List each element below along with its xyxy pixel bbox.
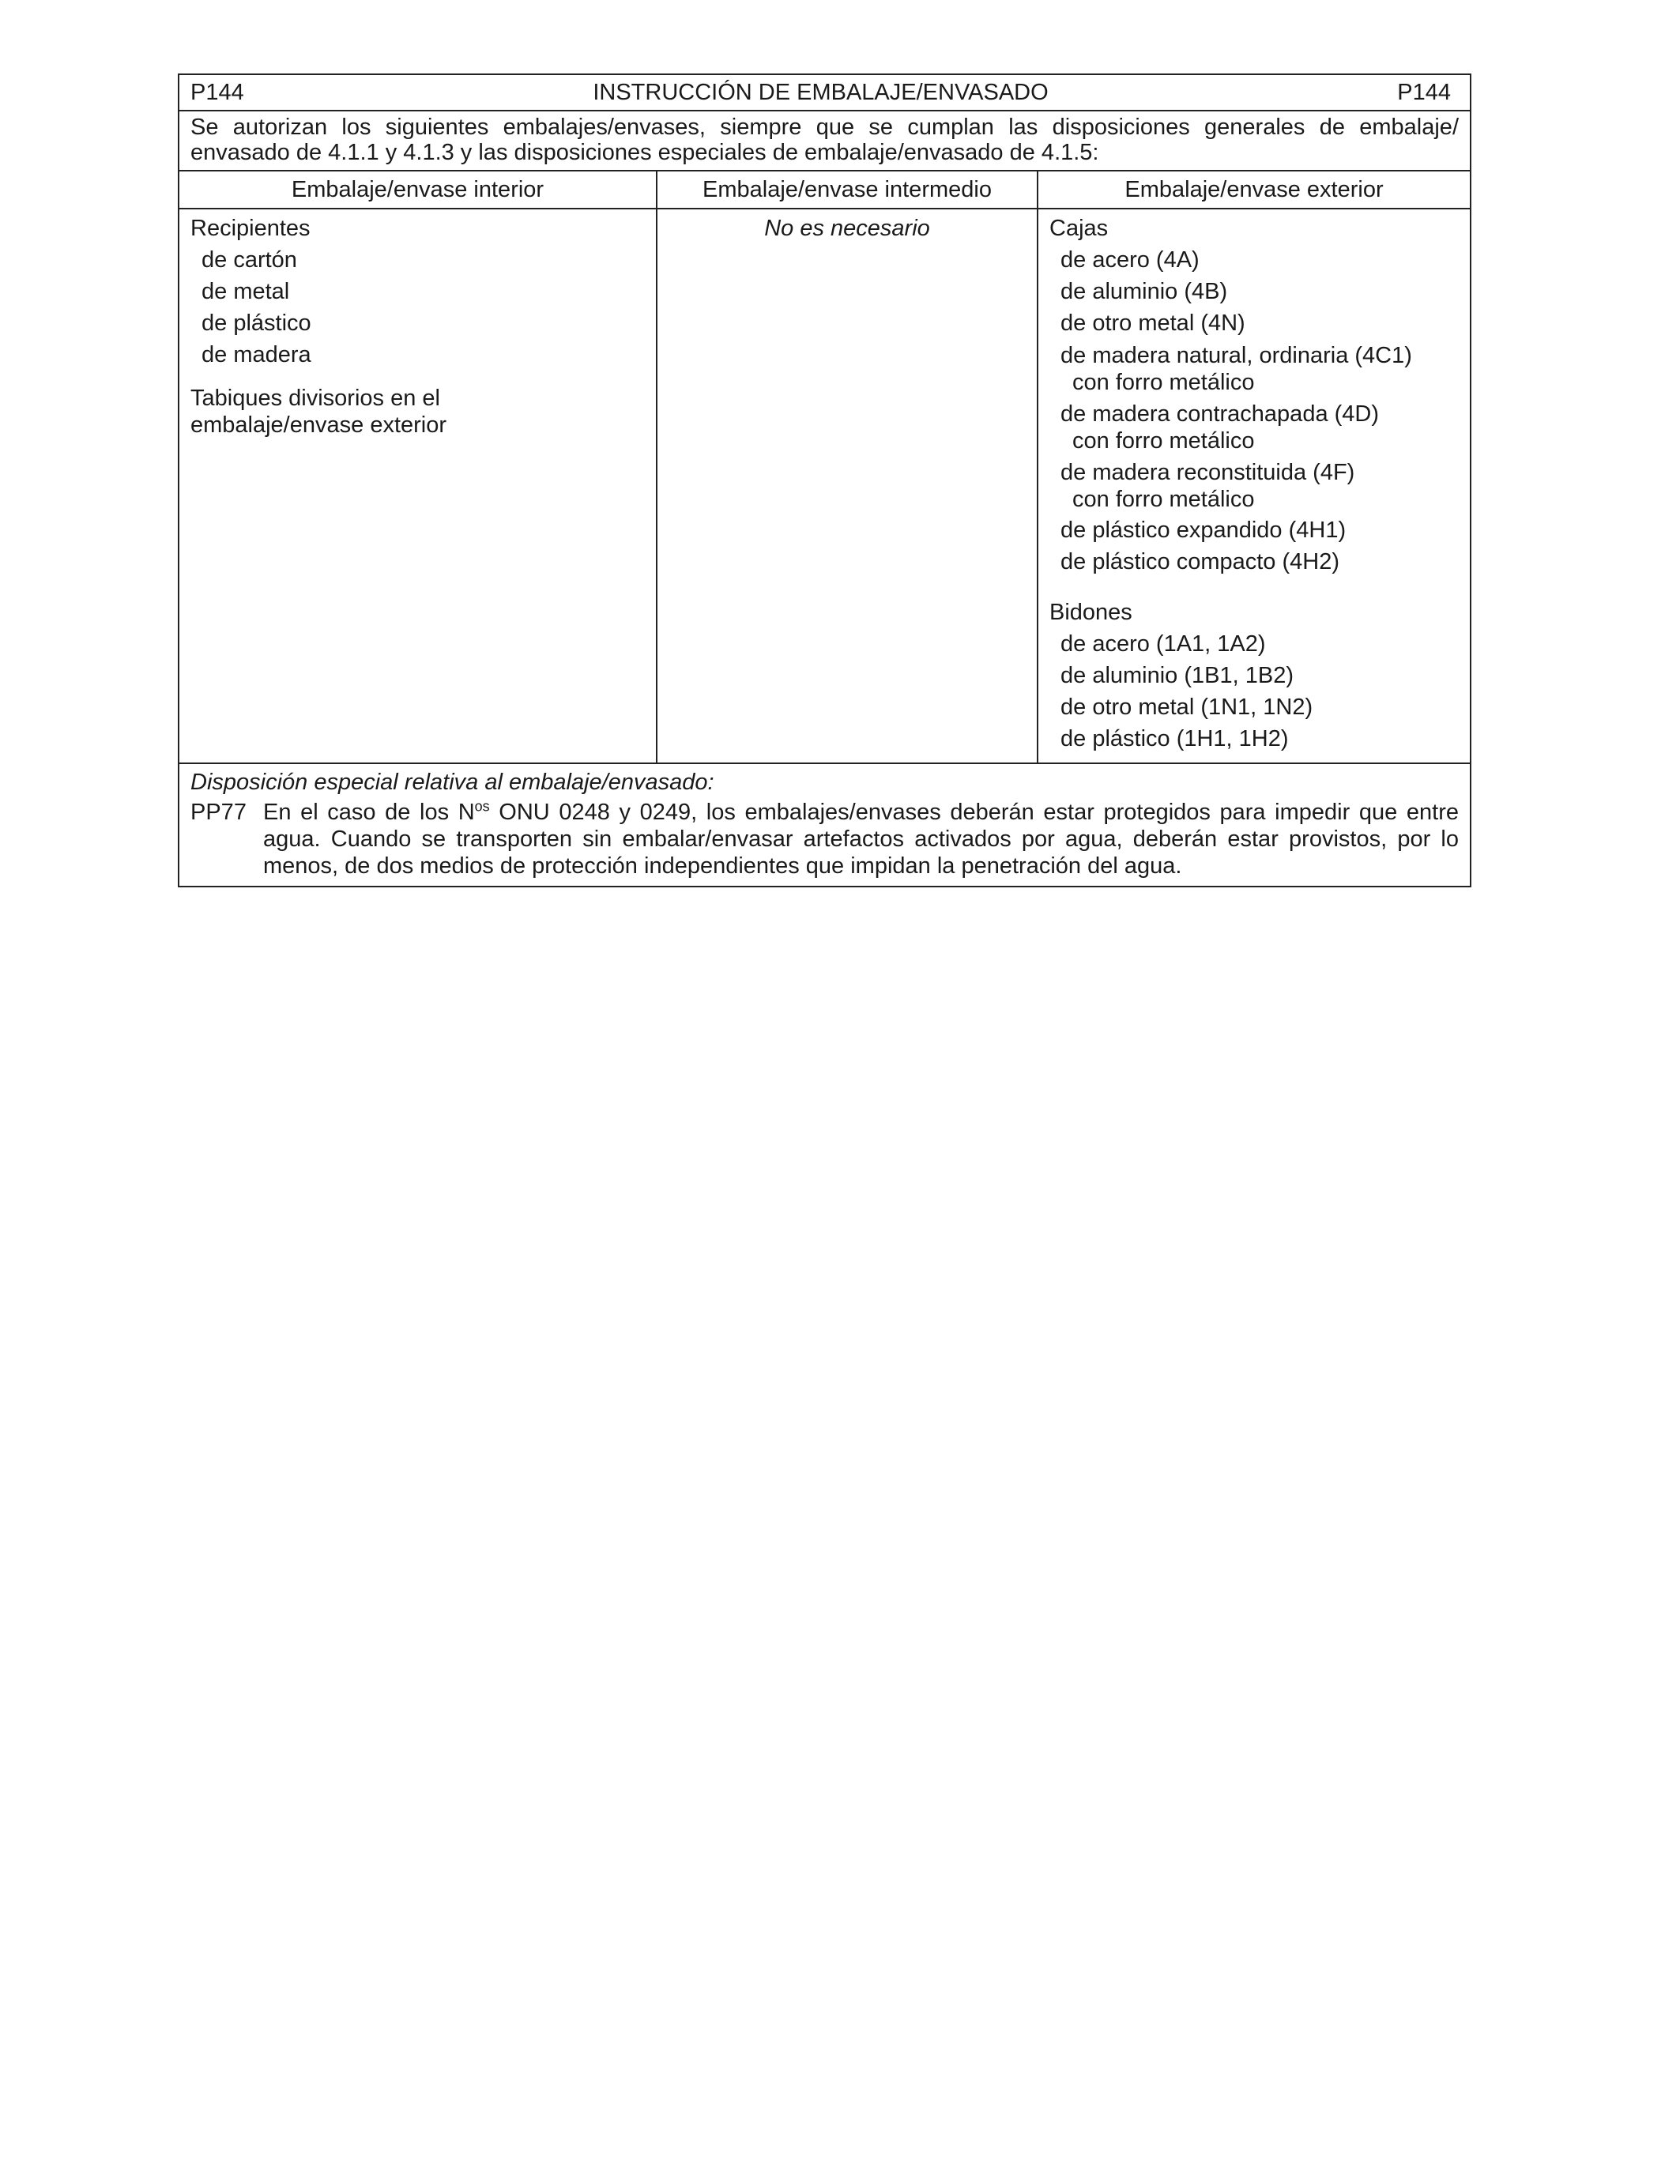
special-provision — [179, 764, 1470, 886]
special-provision-label: Disposición especial relativa al embalaje/envasado: — [190, 770, 714, 795]
packaging-columns — [179, 209, 1470, 764]
intro-paragraph: Se autorizan los siguientes embalajes/envases, siempre que se cumplan las disposiciones generales de embalaje/ envasado de 4.1.1 y 4.1.3 y las disposiciones especiales de embalaje/envasado de 4.1.5: — [179, 111, 1470, 171]
drums-title: Bidones — [1049, 600, 1132, 625]
list-item: de otro metal (1N1, 1N2) — [1060, 695, 1313, 720]
list-item-main: de madera contrachapada (4D) — [1060, 401, 1380, 427]
table-header — [179, 75, 1470, 111]
list-item-sub: con forro metálico — [1072, 428, 1255, 454]
inner-extra-text: Tabiques divisorios en el embalaje/envase exterior — [190, 386, 447, 438]
inner-packaging-column — [179, 209, 657, 763]
text-after: ONU 0248 y 0249, los embalajes/envases deberán estar protegidos para impedir que entre agua. Cuando se transporten sin embalar/envasar artefactos activados por agua, deberán estar provistos, por lo menos, de dos medios de protección independientes que impidan la penetración del agua. — [263, 800, 1459, 879]
special-provision-item — [190, 799, 1459, 879]
outer-packaging-column — [1038, 209, 1470, 763]
list-item: de plástico compacto (4H2) — [1060, 549, 1339, 574]
column-header-outer: Embalaje/envase exterior — [1124, 177, 1384, 202]
intermediate-text: No es necesario — [764, 216, 930, 241]
special-provision-text — [263, 799, 1459, 879]
list-item: de madera — [202, 342, 311, 367]
list-item: de acero (1A1, 1A2) — [1060, 631, 1266, 657]
list-item: de otro metal (4N) — [1060, 311, 1245, 336]
list-item: de aluminio (1B1, 1B2) — [1060, 663, 1294, 688]
instruction-title: INSTRUCCIÓN DE EMBALAJE/ENVASADO — [593, 80, 1049, 105]
list-item: de plástico (1H1, 1H2) — [1060, 726, 1289, 751]
list-item-main: de madera natural, ordinaria (4C1) — [1060, 343, 1412, 368]
list-item: de metal — [202, 279, 290, 304]
list-item-main: de madera reconstituida (4F) — [1060, 460, 1355, 485]
list-item: de cartón — [202, 247, 297, 273]
packing-instruction-table — [178, 73, 1471, 887]
column-header-inner: Embalaje/envase interior — [179, 171, 657, 208]
list-item — [1049, 456, 1459, 514]
boxes-title: Cajas — [1049, 216, 1109, 241]
instruction-code-right: P144 — [1397, 80, 1451, 105]
special-provision-code: PP77 — [190, 800, 247, 825]
text-before: En el caso de los N — [263, 800, 475, 825]
list-item-sub: con forro metálico — [1072, 370, 1255, 395]
column-header-intermediate: Embalaje/envase intermedio — [657, 171, 1038, 208]
list-item — [1049, 339, 1459, 397]
list-item: de acero (4A) — [1060, 247, 1200, 273]
list-item: de aluminio (4B) — [1060, 279, 1228, 304]
text-superscript: os — [474, 798, 490, 815]
inner-group-title: Recipientes — [190, 216, 311, 241]
list-item: de plástico expandido (4H1) — [1060, 518, 1347, 543]
list-item: de plástico — [202, 311, 311, 336]
column-headers — [179, 171, 1470, 209]
list-item-sub: con forro metálico — [1072, 487, 1255, 512]
intermediate-packaging-column — [657, 209, 1038, 763]
instruction-code-left: P144 — [190, 80, 244, 105]
list-item — [1049, 397, 1459, 456]
